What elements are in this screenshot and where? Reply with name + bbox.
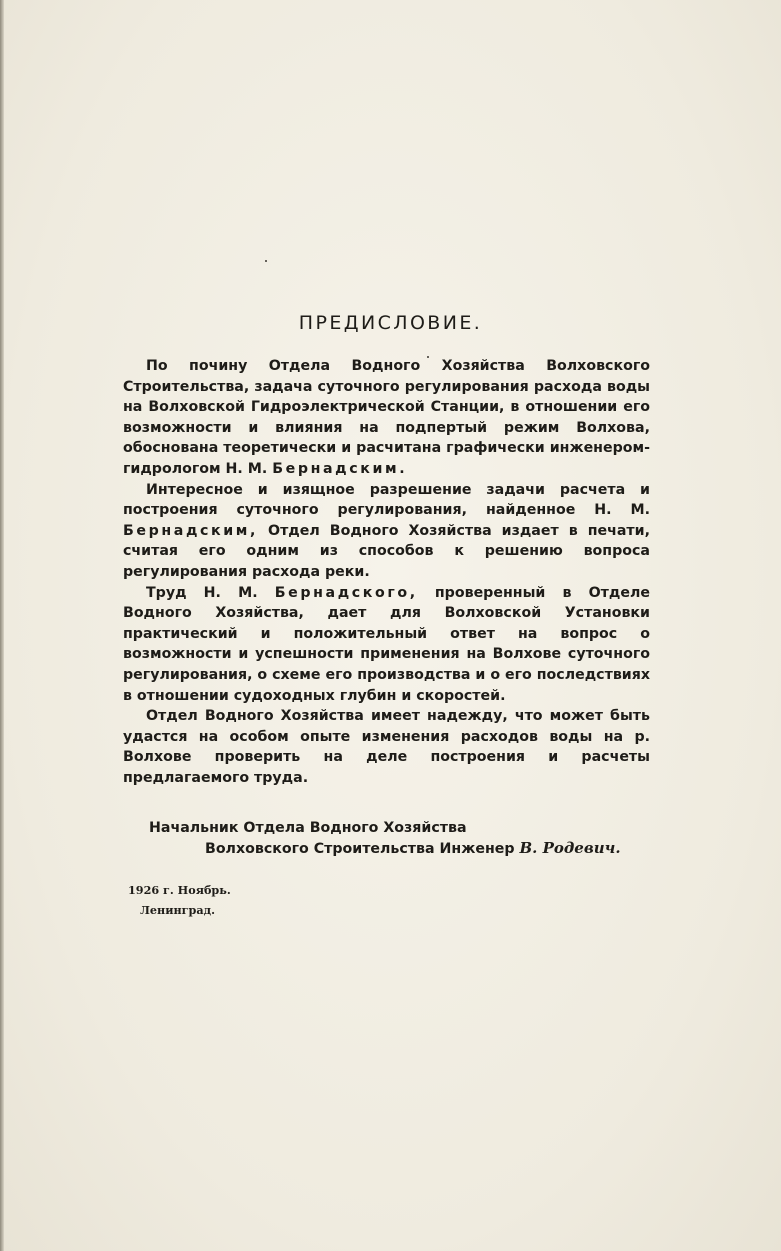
document-date: 1926 г. Ноябрь. — [128, 883, 231, 897]
paper-speck — [265, 260, 267, 262]
signature-title: Волховского Строительства Инженер — [205, 841, 520, 857]
document-body — [123, 356, 650, 788]
paragraph: Труд Н. М. Бернадского, проверенный в Отделе Водного Хозяйства, дает для Волховской Установки практический и положительный ответ на вопрос о возможности и успешности применения на Волхове суточного регулирования, о схеме его производства и о его последствиях в отношении судоходных глубин и скоростей. — [123, 584, 650, 704]
paragraph: Интересное и изящное разрешение задачи расчета и построения суточного регулирования, найденное Н. М. Бернадским, Отдел Водного Хозяйства издает в печати, считая его одним из способов к решению вопроса регулирования расхода реки. — [123, 481, 650, 580]
signature-name: В. Родевич. — [519, 839, 621, 857]
paragraph: По почину Отдела Водного Хозяйства Волховского Строительства, задача суточного регулирования расхода воды на Волховской Гидроэлектрической Станции, в отношении его возможности и влияния на подпертый режим Волхова, обоснована теоретически и расчитана графически инженером-гидрологом Н. М. Бернадским. — [123, 358, 650, 477]
document-place: Ленинград. — [140, 903, 215, 917]
document-title: ПРЕДИСЛОВИЕ. — [298, 312, 483, 334]
signature-line-2 — [205, 838, 621, 859]
page-edge — [0, 0, 4, 1251]
paragraph: Отдел Водного Хозяйства имеет надежду, что может быть удастся на особом опыте изменения расходов воды на р. Волхове проверить на деле построения и расчеты предлагаемого труда. — [123, 708, 650, 786]
signature-line-1: Начальник Отдела Водного Хозяйства — [149, 820, 467, 836]
